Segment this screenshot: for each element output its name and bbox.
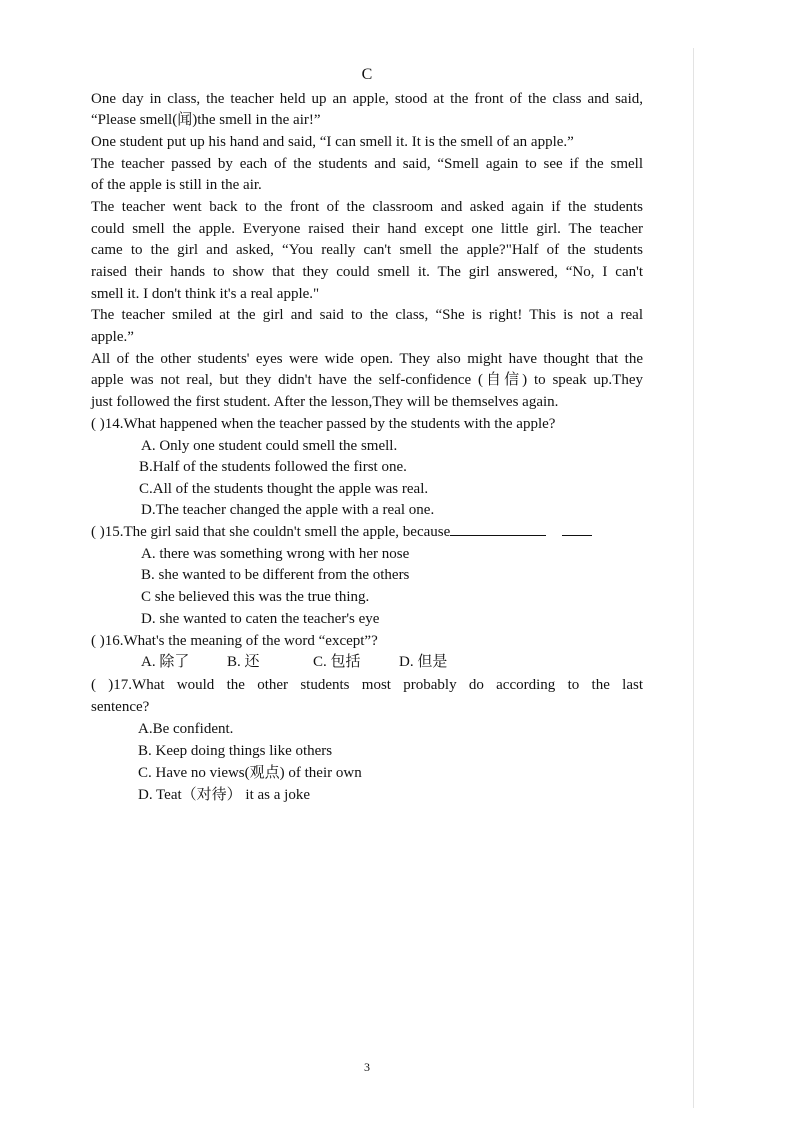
- question-14-option-a: A. Only one student could smell the smell.: [141, 438, 398, 454]
- question-16-option-d: D. 但是: [399, 654, 448, 670]
- question-16-option-a: A. 除了: [141, 654, 190, 670]
- page-number: 3: [364, 1060, 370, 1074]
- question-16-stem: ( )16.What's the meaning of the word “except”?: [91, 633, 378, 649]
- question-16-option-b: B. 还: [227, 654, 260, 670]
- question-15-text: ( )15.The girl said that she couldn't smell the apple, because: [91, 524, 451, 540]
- section-title: C: [361, 66, 373, 83]
- question-16-option-c: C. 包括: [313, 654, 361, 670]
- question-17-stem: ( )17.What would the other students most probably do according to the last: [91, 677, 643, 693]
- question-15-option-c: C she believed this was the true thing.: [141, 589, 370, 605]
- passage-line: The teacher went back to the front of the classroom and asked again if the students: [91, 199, 643, 215]
- passage-line: just followed the first student. After the lesson,They will be themselves again.: [91, 394, 559, 410]
- question-14-option-c: C.All of the students thought the apple was real.: [139, 481, 429, 497]
- passage-line: The teacher passed by each of the students and said, “Smell again to see if the smell: [91, 156, 643, 172]
- passage-line: The teacher smiled at the girl and said to the class, “She is right! This is not a real: [91, 307, 643, 323]
- passage-line: smell it. I don't think it's a real apple.": [91, 286, 320, 302]
- passage-line: came to the girl and asked, “You really can't smell the apple?"Half of the students: [91, 242, 643, 258]
- passage-line: apple was not real, but they didn't have the self-confidence (自信) to speak up.They: [91, 372, 643, 388]
- answer-blank: [450, 523, 546, 536]
- passage-line: All of the other students' eyes were wide open. They also might have thought that the: [91, 351, 643, 367]
- question-17-stem-cont: sentence?: [91, 699, 150, 715]
- passage-line: apple.”: [91, 329, 134, 345]
- question-14-option-d: D.The teacher changed the apple with a real one.: [141, 502, 435, 518]
- question-14-option-b: B.Half of the students followed the first one.: [139, 459, 407, 475]
- question-14-stem: ( )14.What happened when the teacher passed by the students with the apple?: [91, 416, 556, 432]
- page-edge-line: [693, 48, 694, 1108]
- passage-line: could smell the apple. Everyone raised their hand except one little girl. The teacher: [91, 221, 643, 237]
- question-15-option-a: A. there was something wrong with her nose: [141, 546, 410, 562]
- question-15-stem: [91, 522, 592, 542]
- passage-line: One day in class, the teacher held up an apple, stood at the front of the class and said,: [91, 91, 643, 107]
- passage-line: “Please smell(闻)the smell in the air!”: [91, 112, 321, 128]
- question-17-option-b: B. Keep doing things like others: [138, 743, 333, 759]
- passage-line: One student put up his hand and said, “I can smell it. It is the smell of an apple.”: [91, 134, 574, 150]
- passage-line: of the apple is still in the air.: [91, 177, 262, 193]
- question-15-option-d: D. she wanted to caten the teacher's eye: [141, 611, 380, 627]
- question-17-option-a: A.Be confident.: [138, 721, 234, 737]
- question-17-option-c: C. Have no views(观点) of their own: [138, 765, 362, 781]
- answer-blank: [562, 523, 592, 536]
- question-17-option-d: D. Teat（对待） it as a joke: [138, 787, 310, 803]
- question-15-option-b: B. she wanted to be different from the others: [141, 567, 410, 583]
- passage-line: raised their hands to show that they could smell it. The girl answered, “No, I can't: [91, 264, 643, 280]
